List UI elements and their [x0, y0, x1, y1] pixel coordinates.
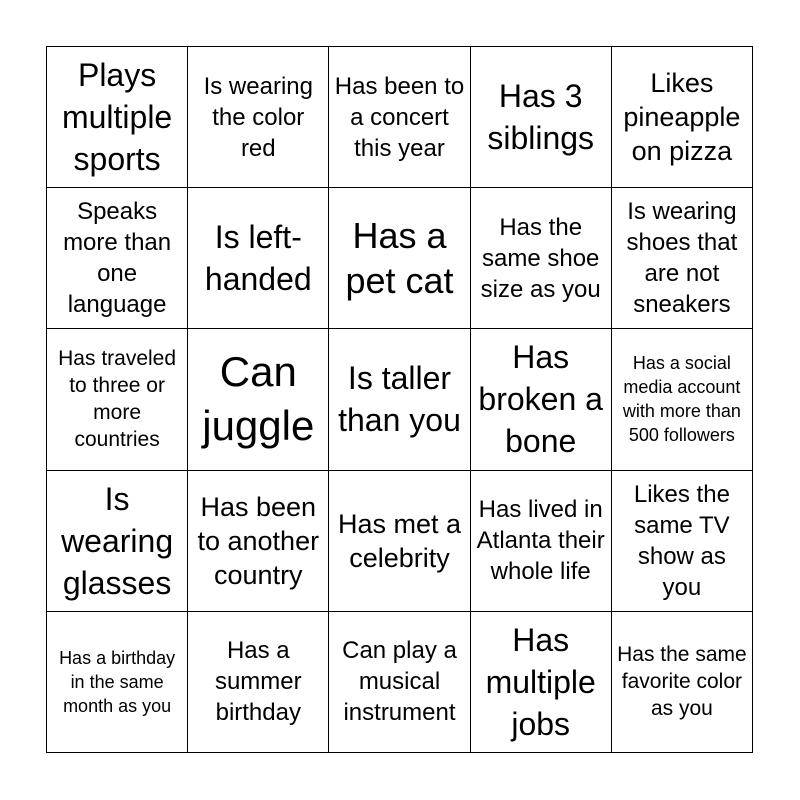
bingo-cell-1-4[interactable] — [471, 47, 612, 188]
bingo-cell-2-2[interactable] — [188, 188, 329, 329]
bingo-cell-2-4[interactable] — [471, 188, 612, 329]
bingo-cell-3-1[interactable] — [47, 329, 188, 470]
cell-text: Has traveled to three or more countries — [58, 347, 177, 452]
cell-text: Speaks more than one language — [63, 198, 172, 319]
cell-text: Has been to a concert this year — [334, 72, 465, 162]
cell-text: Has the same shoe size as you — [480, 213, 601, 303]
cell-text: Has multiple jobs — [485, 621, 596, 742]
cell-text: Can juggle — [202, 348, 315, 450]
bingo-cell-4-4[interactable] — [471, 471, 612, 612]
cell-text: Has a birthday in the same month as you — [59, 647, 176, 716]
cell-text: Has broken a bone — [478, 339, 603, 460]
cell-text: Has lived in Atlanta their whole life — [476, 496, 605, 586]
bingo-cell-2-1[interactable] — [47, 188, 188, 329]
cell-text: Has a social media account with more than 500 followers — [622, 353, 741, 446]
cell-text: Has met a celebrity — [337, 508, 462, 573]
cell-text: Is wearing the color red — [203, 72, 313, 162]
cell-text: Likes pineapple on pizza — [623, 68, 741, 167]
bingo-cell-5-3[interactable] — [329, 612, 470, 753]
bingo-cell-1-2[interactable] — [188, 47, 329, 188]
cell-text: Has 3 siblings — [487, 78, 595, 157]
bingo-cell-5-1[interactable] — [47, 612, 188, 753]
cell-text: Is taller than you — [338, 360, 461, 439]
cell-text: Has a summer birthday — [214, 637, 302, 727]
bingo-cell-5-2[interactable] — [188, 612, 329, 753]
bingo-cell-3-4[interactable] — [471, 329, 612, 470]
bingo-cell-1-1[interactable] — [47, 47, 188, 188]
bingo-cell-5-5[interactable] — [612, 612, 753, 753]
bingo-cell-4-1[interactable] — [47, 471, 188, 612]
bingo-cell-3-5[interactable] — [612, 329, 753, 470]
bingo-cell-4-5[interactable] — [612, 471, 753, 612]
bingo-cell-3-2[interactable] — [188, 329, 329, 470]
bingo-cell-3-3[interactable] — [329, 329, 470, 470]
cell-text: Is left-handed — [204, 219, 312, 298]
bingo-cell-4-3[interactable] — [329, 471, 470, 612]
cell-text: Is wearing shoes that are not sneakers — [626, 198, 738, 319]
cell-text: Likes the same TV show as you — [633, 480, 730, 601]
cell-text: Can play a musical instrument — [342, 637, 457, 727]
cell-text: Has the same favorite color as you — [617, 643, 747, 721]
bingo-cell-5-4[interactable] — [471, 612, 612, 753]
bingo-board — [46, 46, 753, 753]
bingo-cell-2-3[interactable] — [329, 188, 470, 329]
bingo-cell-1-5[interactable] — [612, 47, 753, 188]
cell-text: Has a pet cat — [345, 215, 454, 302]
bingo-cell-2-5[interactable] — [612, 188, 753, 329]
cell-text: Is wearing glasses — [61, 480, 174, 601]
cell-text: Has been to another country — [197, 491, 320, 590]
bingo-cell-1-3[interactable] — [329, 47, 470, 188]
cell-text: Plays multiple sports — [61, 57, 173, 178]
bingo-cell-4-2[interactable] — [188, 471, 329, 612]
